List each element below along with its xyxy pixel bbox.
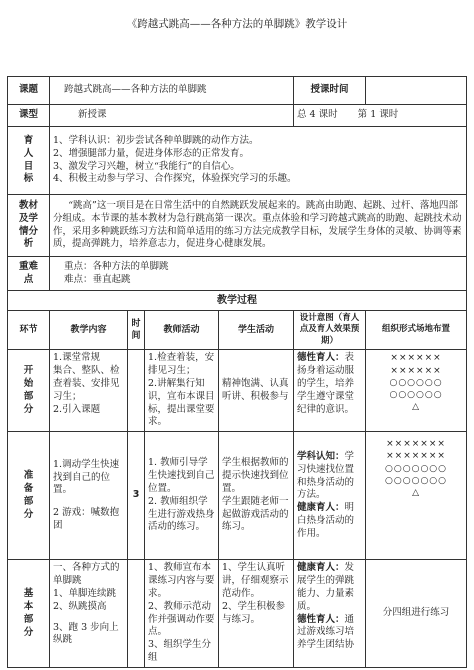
- header-student: 学生活动: [219, 311, 294, 350]
- table-row: [8, 350, 467, 432]
- hours-cell: [294, 105, 467, 127]
- type-row: [8, 105, 467, 127]
- teacher-position-mark: △: [412, 401, 420, 412]
- time-cell: [128, 560, 145, 668]
- header-teacher: 教师活动: [145, 311, 219, 350]
- time-cell: 3: [128, 432, 145, 560]
- document-title: 《跨越式跳高——各种方法的单脚跳》教学设计: [126, 18, 348, 30]
- key-point: 重点：各种方法的单脚跳: [64, 260, 169, 272]
- teacher-cell: 1.检查着装，安排见习生； 2.讲解集行知识，宣布本课目标，提出课堂要求。: [145, 350, 219, 432]
- objective-item: 2、增强腿部力量，促进身体形态的正常发育。: [53, 147, 250, 159]
- keypoints-row: [8, 257, 467, 291]
- difficult-point: 难点：垂直起跳: [64, 273, 131, 285]
- content-cell: 一、各种方式的单脚跳 1、单脚连续跳 2、纵跳摸高 3、跑 3 步向上纵跳: [50, 560, 128, 668]
- analysis-text: “跳高”这一项目是在日常生活中的自然跳跃发展起来的。跳高由助跑、起跳、过杆、落地四部分组成。本节课的基本教材为急行跳高第一课次。重点体验和学习跨越式跳高的助跑、起跳技术动作，采用多种跳跃练习方法和简单适用的练习方法完成教学目标，发展学生身体的灵敏、协调等素质，提高弹跳力，培养意志力，促进身心健康发展。: [50, 195, 467, 257]
- formation-cell: 分四组进行练习: [366, 560, 467, 668]
- topic-label: 课题: [8, 77, 50, 105]
- header-time: 时间: [128, 311, 145, 350]
- stage-label: 开 始 部 分: [8, 350, 50, 432]
- student-cell: 1、学生认真听讲，仔细观察示范动作。 2、学生积极参与练习。: [219, 560, 294, 668]
- analysis-label: 教材 及学 情分 析: [8, 195, 50, 257]
- lesson-number: 第 1 课时: [357, 109, 399, 121]
- process-title-row: [8, 291, 467, 311]
- table-row: [8, 560, 467, 668]
- type-label: 课型: [8, 105, 50, 127]
- objective-item: 3、激发学习兴趣，树立“我能行”的自信心。: [53, 160, 240, 172]
- keypoints-text: [50, 257, 467, 291]
- time-value: [366, 77, 467, 105]
- formation-diagram: ×××××× ×××××× ○○○○○○ ○○○○○○ △: [366, 350, 467, 432]
- content-cell: 1.调动学生快速找到自己的位置。 2 游戏：喊数抱团: [50, 432, 128, 560]
- header-formation: 组织形式场地布置: [366, 311, 467, 350]
- lesson-plan-table: [7, 76, 467, 668]
- stage-label: 准 备 部 分: [8, 432, 50, 560]
- process-title: 教学过程: [8, 291, 467, 311]
- topic-value: 跨越式跳高——各种方法的单脚跳: [50, 77, 294, 105]
- time-label: 授课时间: [294, 77, 366, 105]
- analysis-row: [8, 195, 467, 257]
- objectives-label: 育 人 目 标: [8, 127, 50, 195]
- keypoints-label: 重难 点: [8, 257, 50, 291]
- student-cell: 学生根据教师的提示快速找到位置。 学生跟随老师一起做游戏活动的练习。: [219, 432, 294, 560]
- table-row: [8, 432, 467, 560]
- content-cell: 1.课堂常规 集合、整队、检查着装、安排见习生； 2.引入课题: [50, 350, 128, 432]
- process-header-row: [8, 311, 467, 350]
- time-cell: [128, 350, 145, 432]
- intent-cell: 学科认知：学习快速找位置和热身活动的方法。 健康育人：明白热身活动的作用。: [294, 432, 366, 560]
- objective-item: 1、学科认识：初步尝试各种单脚跳的动作方法。: [53, 134, 259, 146]
- student-cell: 精神饱满、认真听讲、积极参与: [219, 350, 294, 432]
- hours-total: 总 4 课时: [297, 109, 338, 121]
- objective-item: 4、积极主动参与学习、合作探究，体验探究学习的乐趣。: [53, 173, 297, 185]
- stage-label: 基 本 部 分: [8, 560, 50, 668]
- type-value: 新授课: [50, 105, 294, 127]
- intent-cell: 健康育人：发展学生的弹跳能力、力量素质。 德性育人：通过游戏练习培养学生团结协: [294, 560, 366, 668]
- header-content: 教学内容: [50, 311, 128, 350]
- objectives-list: [50, 127, 467, 195]
- teacher-cell: 1、教师宣布本课练习内容与要求。 2、教师示范动作并强调动作要点。 3、组织学生分组: [145, 560, 219, 668]
- header-intent: 设计意图（育人点及育人效果预期）: [294, 311, 366, 350]
- intent-cell: 德性育人：表扬身着运动服的学生，培养学生遵守课堂纪律的意识。: [294, 350, 366, 432]
- header-stage: 环节: [8, 311, 50, 350]
- objectives-row: [8, 127, 467, 195]
- teacher-cell: 1. 教师引导学生快速找到自己位置。 2. 教师组织学生进行游戏热身活动的练习。: [145, 432, 219, 560]
- formation-diagram: ××××××× ××××××× ○○○○○○○ ○○○○○○○ △: [366, 432, 467, 560]
- teacher-position-mark: △: [412, 487, 420, 498]
- topic-row: [8, 77, 467, 105]
